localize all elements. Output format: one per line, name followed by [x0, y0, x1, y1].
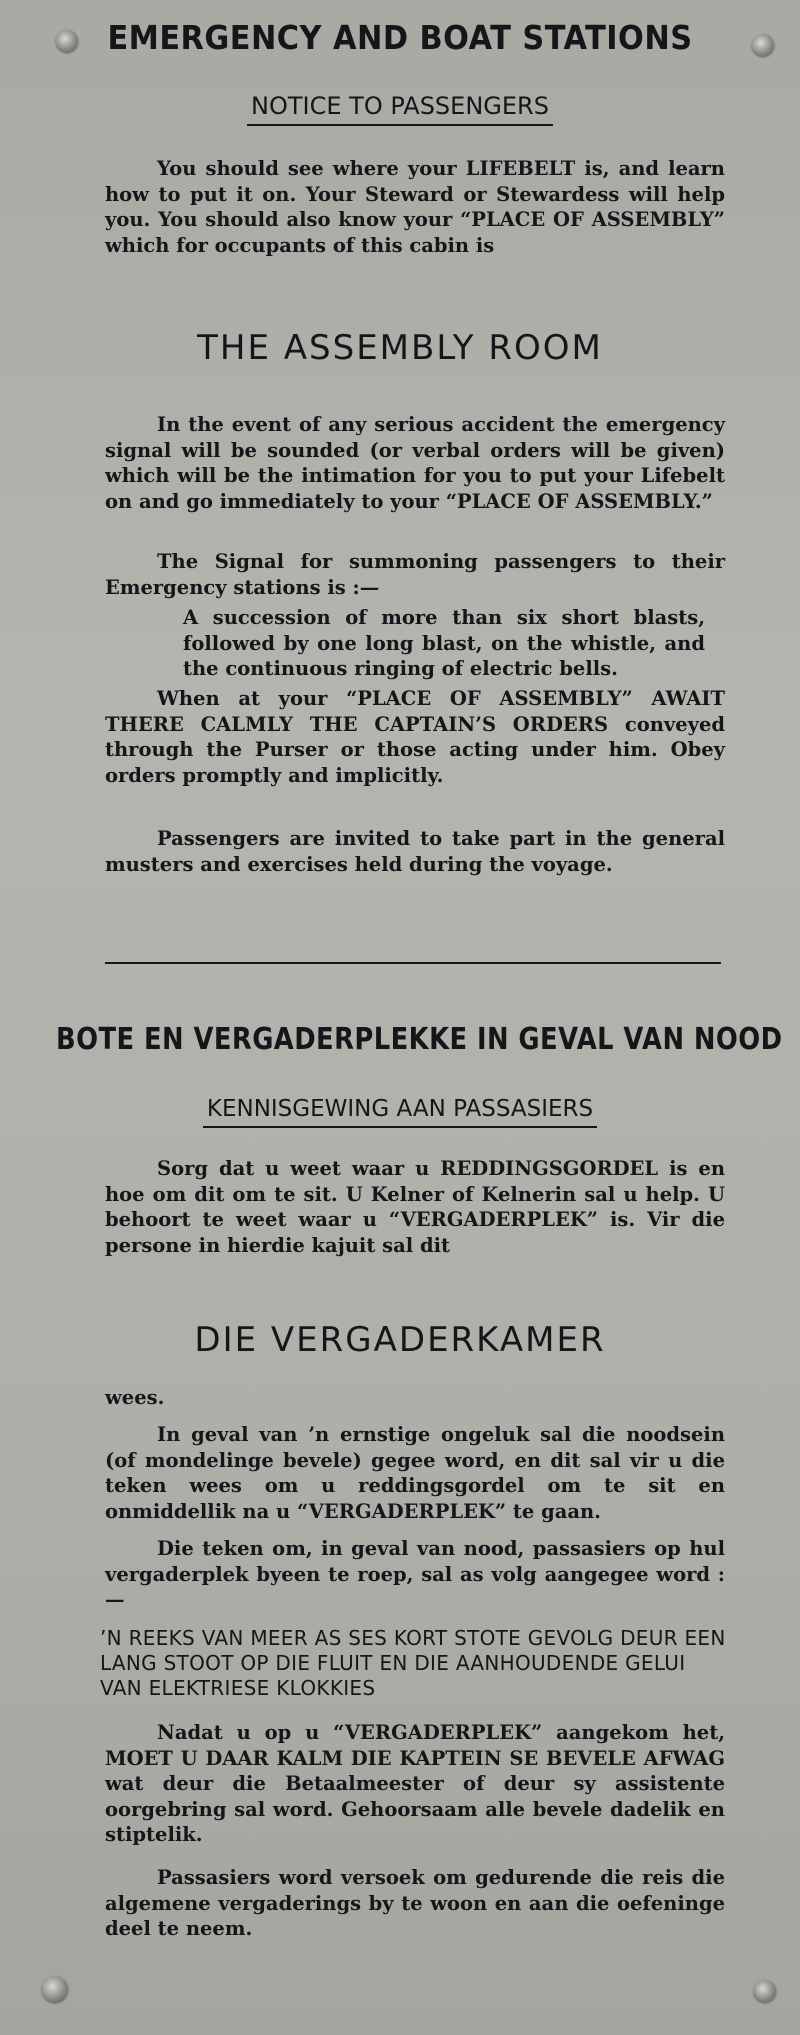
- screw-icon: [754, 1980, 776, 2002]
- afrikaans-after-place: wees.: [105, 1386, 165, 1409]
- screw-icon: [42, 1976, 68, 2002]
- english-title: EMERGENCY AND BOAT STATIONS: [107, 18, 693, 57]
- afrikaans-subtitle: KENNISGEWING AAN PASSASIERS: [0, 1096, 800, 1122]
- afrikaans-title: BOTE EN VERGADERPLEKKE IN GEVAL VAN NOOD: [56, 1022, 783, 1057]
- english-assembly-place: THE ASSEMBLY ROOM: [197, 328, 603, 368]
- english-signal-detail: A succession of more than six short blasts, followed by one long blast, on the whistle, and the continuous ringing of electric bells.: [183, 606, 705, 680]
- english-para-await: When at your “PLACE OF ASSEMBLY” AWAIT THERE CALMLY THE CAPTAIN’S ORDERS conveyed through the Purser or those acting under him. Obey orders promptly and implicitly.: [105, 687, 725, 787]
- english-para-signal: The Signal for summoning passengers to their Emergency stations is :—: [105, 550, 725, 599]
- afrikaans-para-musters: Passasiers word versoek om gedurende die reis die algemene vergaderings by te woon en aan die oefeninge deel te neem.: [105, 1866, 725, 1940]
- afrikaans-signal-detail: ’N REEKS VAN MEER AS SES KORT STOTE GEVOLG DEUR EEN LANG STOOT OP DIE FLUIT EN DIE AANHOUDENDE GELUI VAN ELEKTRIESE KLOKKIES: [100, 1626, 726, 1700]
- afrikaans-para-event: In geval van ’n ernstige ongeluk sal die noodsein (of mondelinge bevele) gegee word, en dit sal vir u die teken wees om u reddingsgordel om te sit en onmiddellik na u “VERGADERPLEK” te gaan.: [105, 1423, 725, 1523]
- english-intro: You should see where your LIFEBELT is, and learn how to put it on. Your Steward or Stewardess will help you. You should also know your “PLACE OF ASSEMBLY” which for occupants of this cabin is: [105, 157, 725, 257]
- english-para-musters: Passengers are invited to take part in the general musters and exercises held during the voyage.: [105, 827, 725, 876]
- afrikaans-intro: Sorg dat u weet waar u REDDINGSGORDEL is en hoe om dit om te sit. U Kelner of Kelnerin sal u help. U behoort te weet waar u “VERGADERPLEK” is. Vir die persone in hierdie kajuit sal dit: [105, 1157, 725, 1257]
- afrikaans-para-signal: Die teken om, in geval van nood, passasiers op hul vergaderplek byeen te roep, sal as volg aangegee word :—: [105, 1537, 725, 1611]
- english-subtitle: NOTICE TO PASSENGERS: [0, 92, 800, 120]
- section-divider: [105, 962, 721, 964]
- afrikaans-assembly-place: DIE VERGADERKAMER: [194, 1320, 606, 1360]
- afrikaans-para-await: Nadat u op u “VERGADERPLEK” aangekom het, MOET U DAAR KALM DIE KAPTEIN SE BEVELE AFWAG wat deur die Betaalmeester of deur sy assistente oorgebring sal word. Gehoorsaam alle bevele dadelik en stiptelik.: [105, 1721, 725, 1846]
- english-para-event: In the event of any serious accident the emergency signal will be sounded (or verbal orders will be given) which will be the intimation for you to put your Lifebelt on and go immediately to your “PLACE OF ASSEMBLY.”: [105, 413, 725, 513]
